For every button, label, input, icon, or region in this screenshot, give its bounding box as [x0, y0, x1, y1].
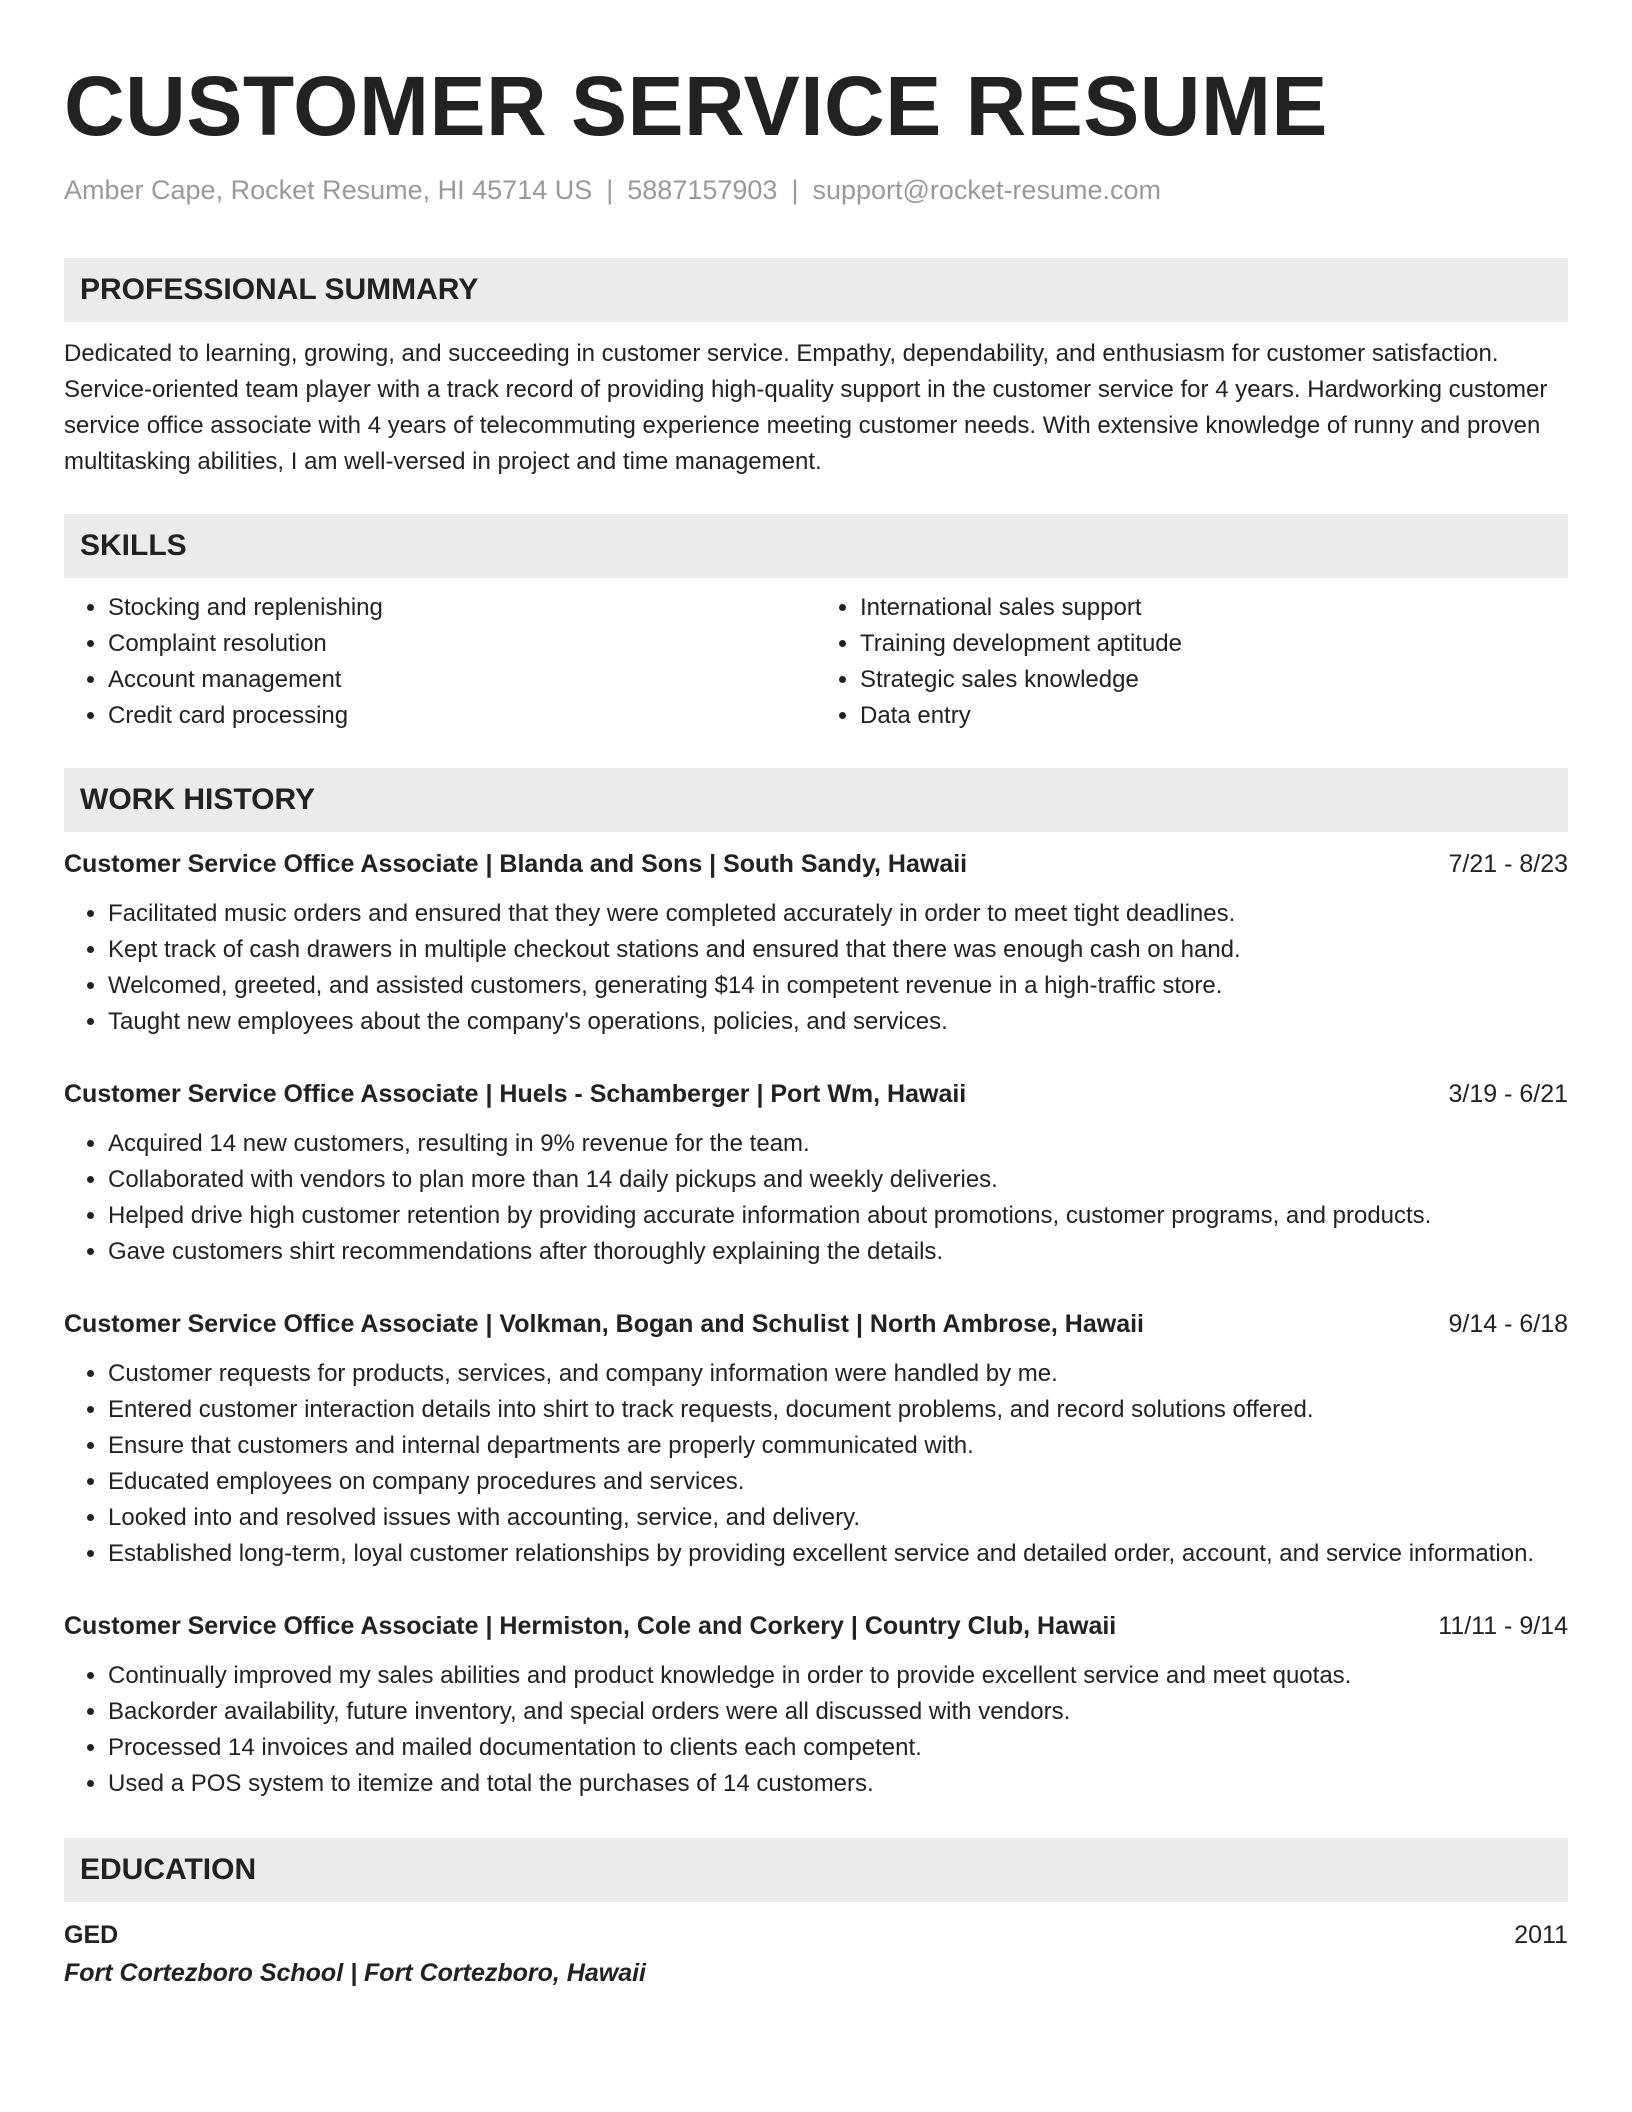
job-bullets: [64, 1356, 1568, 1572]
summary-text: Dedicated to learning, growing, and succeeding in customer service. Empathy, dependability, and enthusiasm for customer satisfaction. Service-oriented team player with a track record of providing high-quality support in the customer service for 4 years. Hardworking customer service office associate with 4 years of telecommuting experience meeting customer needs. With extensive knowledge of runny and proven multitasking abilities, I am well-versed in project and time management.: [64, 340, 1548, 475]
job-header: [64, 846, 1568, 882]
job-header: [64, 1306, 1568, 1342]
skills-list: [64, 590, 1568, 734]
job-bullet: • Gave customers shirt recommendations after thoroughly explaining the details.: [108, 1234, 1568, 1270]
job-entry: [64, 1608, 1568, 1802]
job-header: [64, 1076, 1568, 1112]
job-title: Customer Service Office Associate | Hermiston, Cole and Corkery | Country Club, Hawaii: [64, 1612, 1117, 1640]
skill-item: • Complaint resolution: [108, 626, 816, 662]
job-header: [64, 1608, 1568, 1644]
contact-line: [64, 170, 1568, 210]
job-bullet: • Taught new employees about the company's operations, policies, and services.: [108, 1004, 1568, 1040]
job-entry: [64, 846, 1568, 1040]
job-bullet: • Educated employees on company procedures and services.: [108, 1464, 1568, 1500]
education-header: [64, 1916, 1568, 1954]
skill-item: • Data entry: [860, 698, 1568, 734]
contact-separator: |: [791, 175, 799, 205]
job-dates: 11/11 - 9/14: [1438, 1612, 1568, 1640]
job-bullet: • Established long-term, loyal customer relationships by providing excellent service and detailed order, account, and service information.: [108, 1536, 1568, 1572]
job-bullets: [64, 1658, 1568, 1802]
contact-address: Amber Cape, Rocket Resume, HI 45714 US: [64, 175, 593, 205]
education-year: 2011: [1514, 1921, 1568, 1949]
education-degree: GED: [64, 1921, 119, 1949]
skill-item: • Account management: [108, 662, 816, 698]
job-entry: [64, 1306, 1568, 1572]
job-bullets: [64, 1126, 1568, 1270]
job-dates: 9/14 - 6/18: [1448, 1310, 1568, 1338]
contact-separator: |: [606, 175, 614, 205]
job-bullet: • Collaborated with vendors to plan more than 14 daily pickups and weekly deliveries.: [108, 1162, 1568, 1198]
job-bullet: • Welcomed, greeted, and assisted customers, generating $14 in competent revenue in a high-traffic store.: [108, 968, 1568, 1004]
job-dates: 3/19 - 6/21: [1448, 1080, 1568, 1108]
job-bullet: • Acquired 14 new customers, resulting in 9% revenue for the team.: [108, 1126, 1568, 1162]
job-bullet: • Used a POS system to itemize and total the purchases of 14 customers.: [108, 1766, 1568, 1802]
job-bullet: • Processed 14 invoices and mailed documentation to clients each competent.: [108, 1730, 1568, 1766]
skills-heading: SKILLS: [64, 514, 1568, 578]
job-bullet: • Backorder availability, future inventory, and special orders were all discussed with vendors.: [108, 1694, 1568, 1730]
skills-column-right: [816, 590, 1568, 734]
job-title: Customer Service Office Associate | Huels - Schamberger | Port Wm, Hawaii: [64, 1080, 967, 1108]
job-bullet: • Looked into and resolved issues with accounting, service, and delivery.: [108, 1500, 1568, 1536]
contact-email: support@rocket-resume.com: [812, 175, 1161, 205]
job-bullet: • Helped drive high customer retention by providing accurate information about promotions, customer programs, and products.: [108, 1198, 1568, 1234]
skill-item: • Training development aptitude: [860, 626, 1568, 662]
skill-item: • Credit card processing: [108, 698, 816, 734]
job-bullet: • Entered customer interaction details into shirt to track requests, document problems, and record solutions offered.: [108, 1392, 1568, 1428]
skill-item: • Stocking and replenishing: [108, 590, 816, 626]
skills-column-left: [64, 590, 816, 734]
skill-item: • Strategic sales knowledge: [860, 662, 1568, 698]
job-bullet: • Continually improved my sales abilities and product knowledge in order to provide excellent service and meet quotas.: [108, 1658, 1568, 1694]
job-bullets: [64, 896, 1568, 1040]
work-heading: WORK HISTORY: [64, 768, 1568, 832]
job-bullet: • Kept track of cash drawers in multiple checkout stations and ensured that there was enough cash on hand.: [108, 932, 1568, 968]
summary-heading: PROFESSIONAL SUMMARY: [64, 258, 1568, 322]
job-bullet: • Facilitated music orders and ensured that they were completed accurately in order to meet tight deadlines.: [108, 896, 1568, 932]
contact-phone: 5887157903: [627, 175, 778, 205]
education-heading: EDUCATION: [64, 1838, 1568, 1902]
resume-title: CUSTOMER SERVICE RESUME: [64, 59, 1328, 153]
job-title: Customer Service Office Associate | Volkman, Bogan and Schulist | North Ambrose, Hawaii: [64, 1310, 1145, 1338]
education-school: Fort Cortezboro School | Fort Cortezboro, Hawaii: [64, 1959, 646, 1987]
job-bullet: • Ensure that customers and internal departments are properly communicated with.: [108, 1428, 1568, 1464]
job-bullet: • Customer requests for products, services, and company information were handled by me.: [108, 1356, 1568, 1392]
skill-item: • International sales support: [860, 590, 1568, 626]
job-title: Customer Service Office Associate | Blanda and Sons | South Sandy, Hawaii: [64, 850, 968, 878]
job-dates: 7/21 - 8/23: [1448, 850, 1568, 878]
job-entry: [64, 1076, 1568, 1270]
education-entry: [64, 1916, 1568, 1992]
